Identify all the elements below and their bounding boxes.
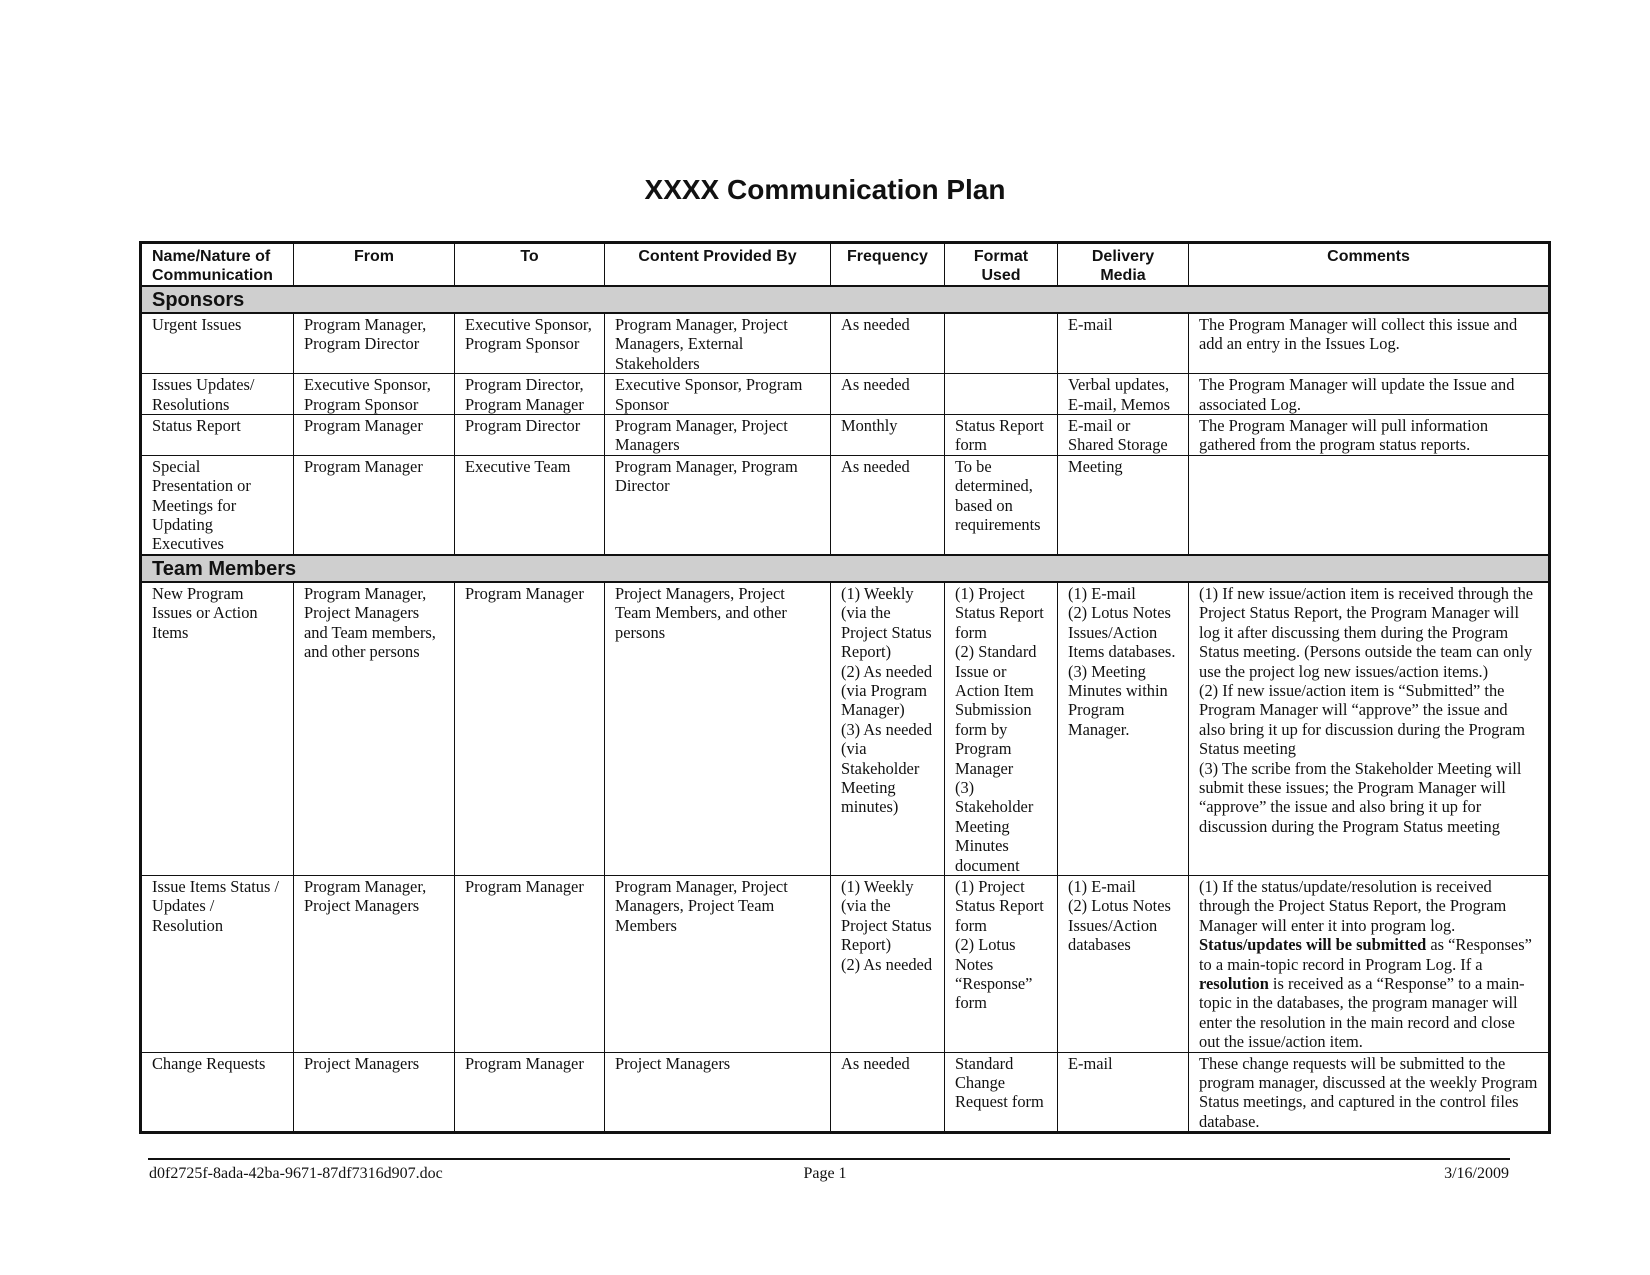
comment-text: These change requests will be submitted to the program manager, discussed at the weekly Program Status meetings, and captured in the control files database. xyxy=(1199,1053,1538,1131)
section-heading: Sponsors xyxy=(141,286,1550,313)
cell-comments xyxy=(1189,415,1550,456)
column-header-format-used: Format Used xyxy=(945,243,1058,287)
section-heading: Team Members xyxy=(141,555,1550,582)
cell-content-provided-by: Program Manager, Project Managers, External Stakeholders xyxy=(605,313,831,374)
cell-to: Executive Sponsor, Program Sponsor xyxy=(455,313,605,374)
cell-from: Program Manager xyxy=(294,455,455,555)
cell-frequency: (1) Weekly (via the Project Status Report) (2) As needed xyxy=(831,875,945,1052)
comment-emphasis: Status/updates will be submitted xyxy=(1199,935,1427,955)
cell-content-provided-by: Executive Sponsor, Program Sponsor xyxy=(605,374,831,415)
cell-from: Project Managers xyxy=(294,1052,455,1133)
footer-date: 3/16/2009 xyxy=(1444,1165,1509,1182)
cell-to: Executive Team xyxy=(455,455,605,555)
comment-text: is received as a “Response” to a main-topic in the databases, the program manager will enter the resolution in the main record and close out the issue/action item. xyxy=(1199,974,1525,1052)
comment-text: (1) If the status/update/resolution is received through the Project Status Report, the Program Manager will enter it into program log. xyxy=(1199,876,1507,935)
cell-name: Special Presentation or Meetings for Updating Executives xyxy=(141,455,294,555)
cell-delivery-media: Meeting xyxy=(1058,455,1189,555)
cell-frequency: As needed xyxy=(831,313,945,374)
column-header-from: From xyxy=(294,243,455,287)
cell-delivery-media: E-mail xyxy=(1058,313,1189,374)
cell-to: Program Director xyxy=(455,415,605,456)
column-header-frequency: Frequency xyxy=(831,243,945,287)
communication-plan-table xyxy=(139,241,1551,1134)
column-header-content-provided-by: Content Provided By xyxy=(605,243,831,287)
cell-content-provided-by: Program Manager, Program Director xyxy=(605,455,831,555)
cell-frequency: As needed xyxy=(831,374,945,415)
cell-comments xyxy=(1189,313,1550,374)
cell-to: Program Manager xyxy=(455,875,605,1052)
cell-name: Issues Updates/ Resolutions xyxy=(141,374,294,415)
column-header-name: Name/Nature of Communication xyxy=(141,243,294,287)
cell-from: Program Manager, Project Managers and Team members, and other persons xyxy=(294,582,455,876)
table-header-row xyxy=(141,243,1550,287)
comment-text: The Program Manager will pull information gathered from the program status reports. xyxy=(1199,416,1489,455)
cell-frequency: (1) Weekly (via the Project Status Report) (2) As needed (via Program Manager) (3) As needed (via Stakeholder Meeting minutes) xyxy=(831,582,945,876)
cell-format-used: Status Report form xyxy=(945,415,1058,456)
cell-content-provided-by: Program Manager, Project Managers, Project Team Members xyxy=(605,875,831,1052)
cell-to: Program Manager xyxy=(455,1052,605,1133)
cell-from: Program Manager, Project Managers xyxy=(294,875,455,1052)
comment-text: The Program Manager will update the Issue and associated Log. xyxy=(1199,375,1515,414)
footer-page-number: Page 1 xyxy=(803,1165,847,1182)
cell-format-used: Standard Change Request form xyxy=(945,1052,1058,1133)
cell-delivery-media: (1) E-mail (2) Lotus Notes Issues/Action Items databases. (3) Meeting Minutes within Program Manager. xyxy=(1058,582,1189,876)
cell-name: Issue Items Status / Updates / Resolution xyxy=(141,875,294,1052)
table-row xyxy=(141,1052,1550,1133)
cell-comments xyxy=(1189,582,1550,876)
cell-content-provided-by: Program Manager, Project Managers xyxy=(605,415,831,456)
comment-text: The Program Manager will collect this issue and add an entry in the Issues Log. xyxy=(1199,315,1518,354)
cell-name: Change Requests xyxy=(141,1052,294,1133)
column-header-delivery-media: Delivery Media xyxy=(1058,243,1189,287)
cell-content-provided-by: Project Managers xyxy=(605,1052,831,1133)
cell-comments xyxy=(1189,1052,1550,1133)
comment-emphasis: resolution xyxy=(1199,974,1269,993)
cell-comments xyxy=(1189,455,1550,555)
cell-name: Urgent Issues xyxy=(141,313,294,374)
cell-frequency: Monthly xyxy=(831,415,945,456)
table-row xyxy=(141,415,1550,456)
table-row xyxy=(141,875,1550,1052)
cell-delivery-media: E-mail or Shared Storage xyxy=(1058,415,1189,456)
cell-delivery-media: E-mail xyxy=(1058,1052,1189,1133)
table-row xyxy=(141,455,1550,555)
cell-from: Program Manager xyxy=(294,415,455,456)
footer-divider xyxy=(148,1158,1510,1160)
cell-format-used xyxy=(945,374,1058,415)
document-title: XXXX Communication Plan xyxy=(644,174,1006,205)
column-header-comments: Comments xyxy=(1189,243,1550,287)
cell-to: Program Director, Program Manager xyxy=(455,374,605,415)
section-row xyxy=(141,555,1550,582)
comment-text: as “Responses” to a main-topic record in Program Log. If a xyxy=(1199,935,1532,974)
cell-comments xyxy=(1189,875,1550,1052)
cell-frequency: As needed xyxy=(831,455,945,555)
cell-from: Program Manager, Program Director xyxy=(294,313,455,374)
table-row xyxy=(141,313,1550,374)
table-row xyxy=(141,582,1550,876)
cell-name: Status Report xyxy=(141,415,294,456)
comment-text: (1) If new issue/action item is received through the Project Status Report, the Program Manager will log it after discussing them during the Program Status meeting. (Persons outside the team can only use the project log new issues/action items.) (2) If new issue/action item is “Submitted” the Program Manager will “approve” the issue and also bring it up for discussion during the Program Status meeting (3) The scribe from the Stakeholder Meeting will submit these issues; the Program Manager will “approve” the issue and also bring it up for discussion during the Program Status meeting xyxy=(1199,583,1534,836)
cell-format-used: To be determined, based on requirements xyxy=(945,455,1058,555)
cell-format-used: (1) Project Status Report form (2) Standard Issue or Action Item Submission form by Program Manager (3) Stakeholder Meeting Minutes document xyxy=(945,582,1058,876)
table-row xyxy=(141,374,1550,415)
cell-content-provided-by: Project Managers, Project Team Members, and other persons xyxy=(605,582,831,876)
column-header-to: To xyxy=(455,243,605,287)
section-row xyxy=(141,286,1550,313)
cell-delivery-media: Verbal updates, E-mail, Memos xyxy=(1058,374,1189,415)
cell-format-used xyxy=(945,313,1058,374)
cell-name: New Program Issues or Action Items xyxy=(141,582,294,876)
footer-filename: d0f2725f-8ada-42ba-9671-87df7316d907.doc xyxy=(149,1165,443,1182)
cell-frequency: As needed xyxy=(831,1052,945,1133)
cell-from: Executive Sponsor, Program Sponsor xyxy=(294,374,455,415)
cell-delivery-media: (1) E-mail (2) Lotus Notes Issues/Action databases xyxy=(1058,875,1189,1052)
cell-format-used: (1) Project Status Report form (2) Lotus Notes “Response” form xyxy=(945,875,1058,1052)
cell-to: Program Manager xyxy=(455,582,605,876)
cell-comments xyxy=(1189,374,1550,415)
